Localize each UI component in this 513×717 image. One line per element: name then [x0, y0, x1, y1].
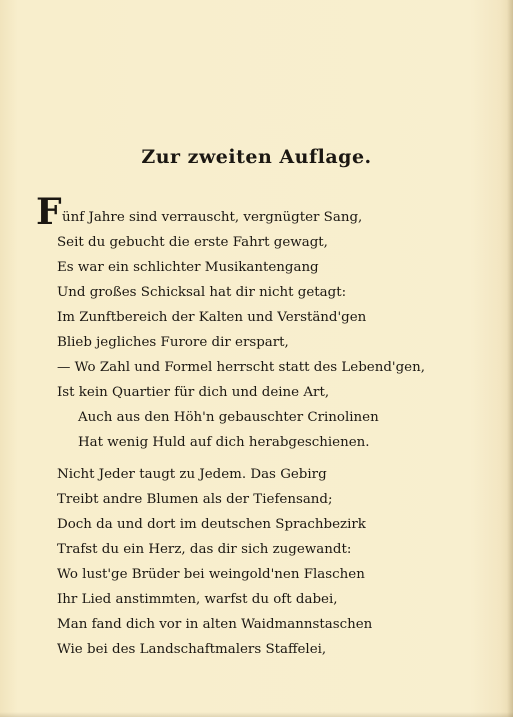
- verse-line: — Wo Zahl und Formel herrscht statt des Lebend'gen,: [57, 360, 425, 375]
- page-edge-shadow: [507, 0, 513, 717]
- verse-line: Ihr Lied anstimmten, warfst du oft dabei,: [57, 592, 338, 607]
- verse-line: Doch da und dort im deutschen Sprachbezirk: [57, 517, 366, 532]
- verse-line: Trafst du ein Herz, das dir sich zugewandt:: [57, 542, 352, 557]
- verse-line: Wo lust'ge Brüder bei weingold'nen Flaschen: [57, 567, 365, 582]
- verse-line: Treibt andre Blumen als der Tiefensand;: [57, 492, 333, 507]
- verse-line: Seit du gebucht die erste Fahrt gewagt,: [57, 235, 328, 250]
- verse-line: Blieb jegliches Furore dir erspart,: [57, 335, 289, 350]
- verse-line: Auch aus den Höh'n gebauschter Crinolinen: [78, 410, 379, 425]
- verse-line: ünf Jahre sind verrauscht, vergnügter Sang,: [62, 210, 363, 225]
- verse-line: Es war ein schlichter Musikantengang: [57, 260, 319, 275]
- verse-line: Und großes Schicksal hat dir nicht getagt:: [57, 285, 347, 300]
- verse-line: Ist kein Quartier für dich und deine Art,: [57, 385, 330, 400]
- verse-line: Im Zunftbereich der Kalten und Verständ'gen: [57, 310, 367, 325]
- verse-line: Nicht Jeder taugt zu Jedem. Das Gebirg: [57, 467, 327, 482]
- verse-line: Hat wenig Huld auf dich herabgeschienen.: [78, 435, 370, 450]
- drop-cap: F: [36, 191, 62, 233]
- verse-line: Wie bei des Landschaftmalers Staffelei,: [57, 642, 327, 657]
- verse-line: Man fand dich vor in alten Waidmannstaschen: [57, 617, 373, 632]
- page-bottom-shadow: [0, 712, 513, 717]
- page-heading: Zur zweiten Auflage.: [141, 146, 372, 168]
